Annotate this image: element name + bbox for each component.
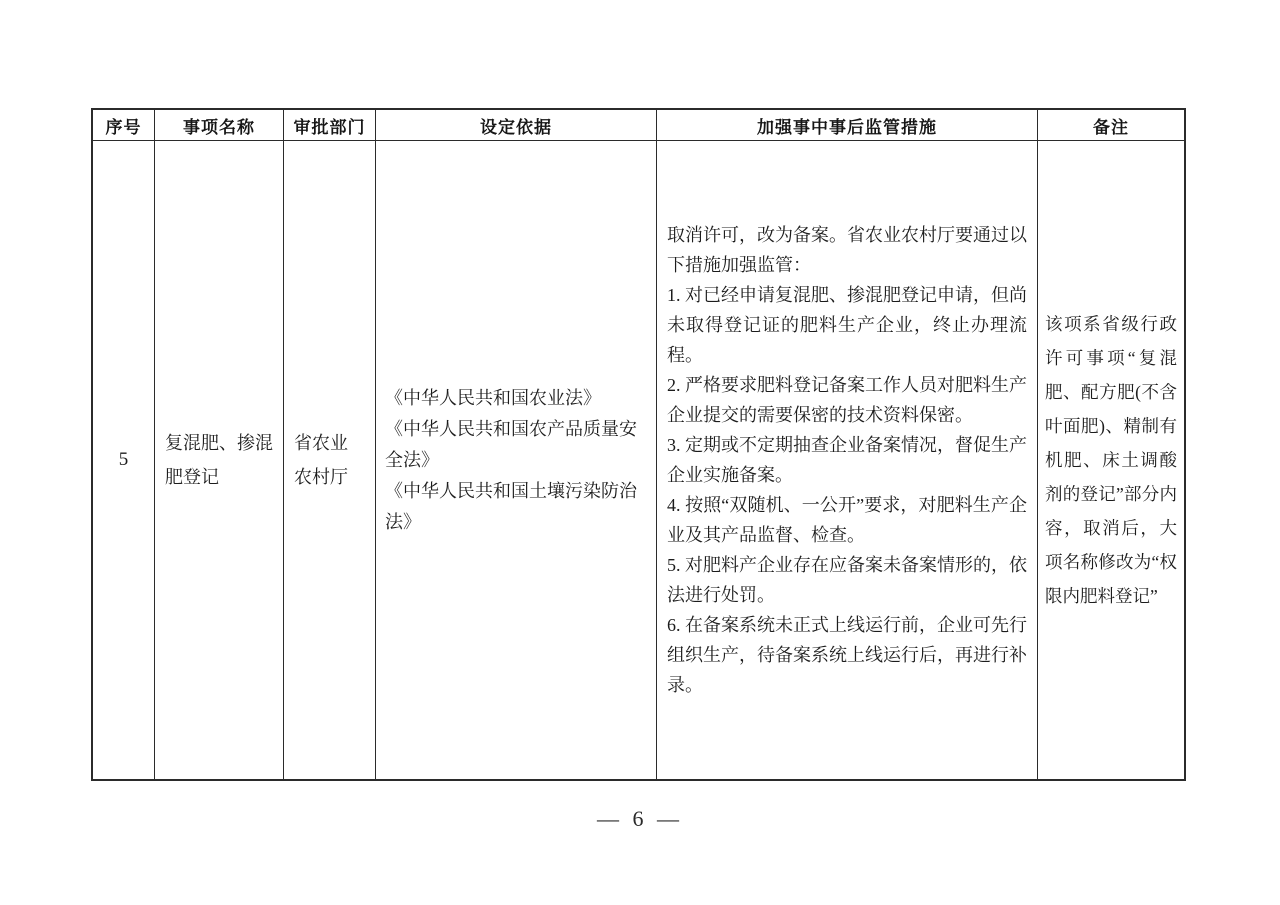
legal-basis-item: 《中华人民共和国土壤污染防治法》 [385, 480, 637, 532]
measure-item: 5. 对肥料产企业存在应备案未备案情形的，依法进行处罚。 [667, 555, 1027, 605]
approval-department-text: 省农业农村厅 [294, 433, 348, 487]
cell-serial-number: 5 [93, 141, 155, 779]
page-number: — 6 — [597, 806, 683, 831]
measure-item: 6. 在备案系统未正式上线运行前，企业可先行组织生产，待备案系统上线运行后，再进行补录。 [667, 615, 1027, 695]
cell-approval-department [284, 141, 376, 779]
legal-basis-item: 《中华人民共和国农业法》 [385, 387, 601, 408]
supervision-table [91, 108, 1186, 781]
column-header-serial: 序号 [93, 110, 155, 141]
column-header-supervision-measures: 加强事中事后监管措施 [657, 110, 1038, 141]
cell-remarks [1038, 141, 1184, 779]
cell-legal-basis [376, 141, 657, 779]
measure-intro: 取消许可，改为备案。省农业农村厅要通过以下措施加强监管： [667, 225, 1027, 275]
measure-item: 2. 严格要求肥料登记备案工作人员对肥料生产企业提交的需要保密的技术资料保密。 [667, 375, 1027, 425]
measure-item: 4. 按照“双随机、一公开”要求，对肥料生产企业及其产品监督、检查。 [667, 495, 1027, 545]
item-name-text: 复混肥、掺混肥登记 [165, 433, 273, 487]
legal-basis-item: 《中华人民共和国农产品质量安全法》 [385, 418, 637, 470]
column-header-legal-basis: 设定依据 [376, 110, 657, 141]
cell-item-name [155, 141, 284, 779]
column-header-remarks: 备注 [1038, 110, 1184, 141]
column-header-approval-department: 审批部门 [284, 110, 376, 141]
cell-supervision-measures [657, 141, 1038, 779]
measure-item: 3. 定期或不定期抽查企业备案情况，督促生产企业实施备案。 [667, 435, 1027, 485]
column-header-item-name: 事项名称 [155, 110, 284, 141]
measure-item: 1. 对已经申请复混肥、掺混肥登记申请，但尚未取得登记证的肥料生产企业，终止办理流程。 [667, 285, 1027, 365]
remarks-text: 该项系省级行政许可事项“复混肥、配方肥(不含叶面肥)、精制有机肥、床土调酸剂的登记”部分内容，取消后，大项名称修改为“权限内肥料登记” [1045, 314, 1177, 606]
